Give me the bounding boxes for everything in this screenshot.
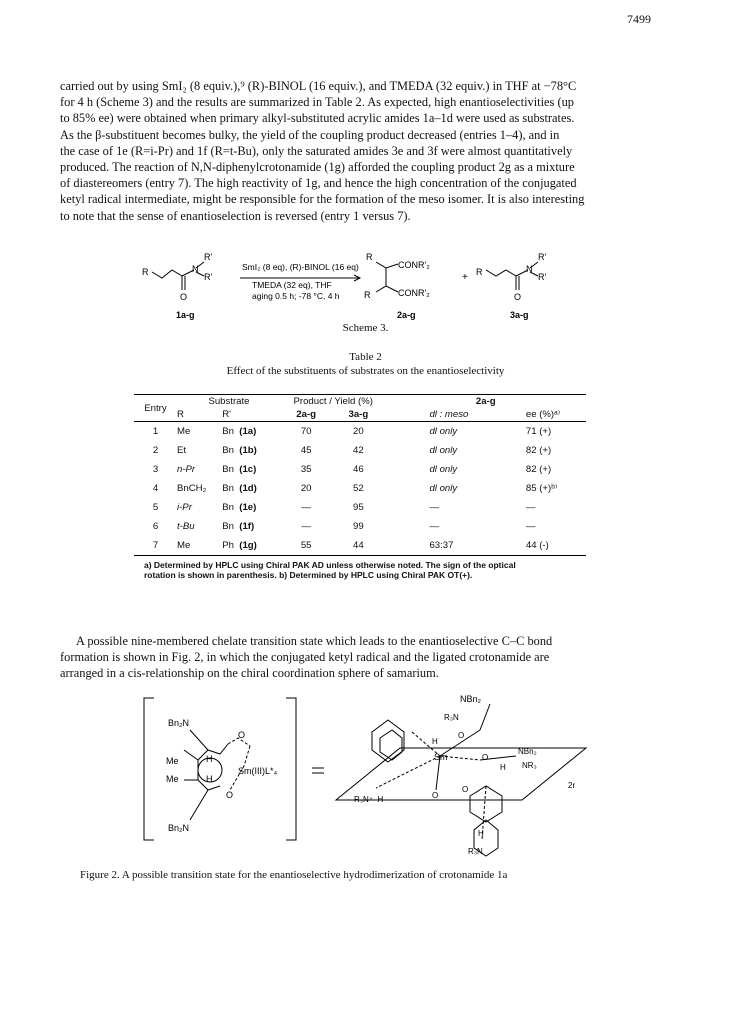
- footnote-line: rotation is shown in parenthesis. b) Determined by HPLC using Chiral PAK OT(+).: [144, 570, 473, 580]
- col-header-rprime: R': [222, 409, 231, 420]
- text-line: for 4 h (Scheme 3) and the results are summarized in Table 2. As expected, high enantioselectivities (up: [60, 95, 574, 110]
- cell-entry: 6: [152, 521, 159, 532]
- text-line: arranged in a cis-relationship on the chiral coordination sphere of samarium.: [60, 666, 439, 681]
- cell-dl-meso: —: [429, 502, 440, 513]
- results-table: [134, 394, 586, 580]
- nr3-label: NR₃: [522, 761, 537, 770]
- cell-r: Me: [176, 540, 191, 551]
- cell-dl-meso: dl only: [429, 426, 458, 437]
- group-label: CONR'₂: [398, 288, 430, 298]
- compound-label-1: 1a-g: [176, 310, 195, 320]
- atom-rprime-label: R': [538, 272, 547, 282]
- body-paragraph-1: [60, 78, 672, 224]
- cell-compound-id: (1a): [239, 426, 257, 437]
- atom-n-label: N: [526, 264, 533, 274]
- text-line: the case of 1e (R=i-Pr) and 1f (R=t-Bu), only the saturated amides 3e and 3f were almost quantitatively: [60, 143, 573, 158]
- page-number: 7499: [627, 12, 651, 26]
- atom-rprime-label: R': [204, 252, 213, 262]
- cell-yield-2: 45: [300, 445, 312, 456]
- cell-compound-id: (1b): [239, 445, 257, 456]
- table-row: [134, 517, 586, 536]
- cell-dl-meso: dl only: [429, 483, 458, 494]
- cell-entry: 5: [152, 502, 159, 513]
- o-label: O: [462, 785, 469, 794]
- col-header-entry: Entry: [144, 402, 167, 414]
- r3n-label: R₃N: [468, 847, 483, 856]
- cell-yield-3: 46: [353, 464, 364, 475]
- cell-rprime-value: Bn: [222, 521, 234, 532]
- cell-r: Et: [176, 445, 187, 456]
- cell-yield-3: 44: [353, 540, 364, 551]
- cell-yield-3: 42: [353, 445, 364, 456]
- cell-ee: —: [525, 521, 536, 532]
- atom-rprime-label: R': [538, 252, 547, 262]
- cell-entry: 4: [152, 483, 159, 494]
- h-label: H: [432, 737, 438, 746]
- text-line: to note that the sense of enantioselection is reversed (entry 1 versus 7).: [60, 208, 411, 223]
- text-line: carried out by using SmI₂ (8 equiv.),⁹ (R)-BINOL (16 equiv.), and TMEDA (32 equiv.) in THF at −78°C: [60, 79, 577, 93]
- o-label: O: [226, 790, 234, 800]
- scheme-3-diagram: [130, 250, 600, 322]
- cell-r: t-Bu: [176, 521, 195, 532]
- col-header-ee: ee (%)ᵃ⁾: [525, 409, 561, 420]
- cell-rprime: [222, 460, 281, 479]
- cell-r: Me: [176, 426, 191, 437]
- col-header-3ag: 3a-g: [348, 409, 369, 420]
- cell-yield-2: 20: [300, 483, 312, 494]
- cell-r: i-Pr: [176, 502, 192, 513]
- table-row: [134, 536, 586, 556]
- col-header-2ag: 2a-g: [296, 409, 317, 420]
- sm-ligand-label: Sm(III)L*₄: [238, 766, 278, 776]
- o-label: O: [458, 731, 465, 740]
- cell-ee: 44 (-): [525, 540, 549, 551]
- table-row: [134, 479, 586, 498]
- text-line: of diastereomers (entry 7). The high reactivity of 1g, and hence the high concentration of the conjugated: [60, 176, 577, 191]
- cell-yield-2: —: [301, 502, 311, 513]
- atom-rprime-label: R': [204, 272, 213, 282]
- cell-rprime-value: Bn: [222, 502, 234, 513]
- cell-dl-meso: 63:37: [429, 540, 454, 551]
- nbn2-label: NBn₂: [518, 747, 537, 756]
- r3nh-label: R₃N⁺–H: [354, 795, 384, 804]
- cell-yield-3: 99: [353, 521, 364, 532]
- table-row: [134, 498, 586, 517]
- col-header-substrate: Substrate: [208, 396, 250, 407]
- table-row: [134, 441, 586, 460]
- cell-dl-meso: dl only: [429, 445, 458, 456]
- col-header-2ag-group: 2a-g: [475, 396, 496, 407]
- sm-label: Sm: [434, 752, 448, 762]
- reagent-text: TMEDA (32 eq), THF: [252, 280, 332, 290]
- compound-label-2: 2a-g: [397, 310, 416, 320]
- h-label: H: [500, 763, 506, 772]
- col-header-dl-meso: dl : meso: [429, 409, 469, 420]
- cell-rprime-value: Bn: [222, 445, 234, 456]
- o-label: O: [482, 753, 489, 762]
- me-label: Me: [166, 756, 179, 766]
- cell-dl-meso: —: [429, 521, 440, 532]
- col-header-r: R: [176, 409, 184, 420]
- o-label: O: [432, 791, 439, 800]
- cell-compound-id: (1d): [239, 483, 257, 494]
- group-label: CONR'₂: [398, 260, 430, 270]
- cell-r: n-Pr: [176, 464, 196, 475]
- bn2n-label: Bn₂N: [168, 718, 190, 728]
- cell-yield-3: 52: [353, 483, 364, 494]
- h-label: H: [206, 774, 213, 784]
- footnote-line: a) Determined by HPLC using Chiral PAK AD unless otherwise noted. The sign of the optical: [144, 560, 516, 570]
- cell-rprime: [222, 422, 281, 442]
- h-label: H: [478, 829, 484, 838]
- text-line: to 85% ee) were obtained when primary alkyl-substituted acrylic amides 1a–1d were used as substrates.: [60, 111, 575, 126]
- cell-yield-3: 20: [353, 426, 364, 437]
- atom-r-label: R: [366, 252, 373, 262]
- cell-ee: —: [525, 502, 536, 513]
- transition-state-figure: [140, 690, 600, 865]
- cell-rprime: [222, 441, 281, 460]
- scheme-caption: Scheme 3.: [342, 322, 389, 334]
- atom-o-label: O: [514, 292, 522, 302]
- r3n-label: R₃N: [444, 713, 459, 722]
- cell-entry: 1: [152, 426, 159, 437]
- cell-rprime: [222, 498, 281, 517]
- cell-rprime-value: Ph: [222, 540, 234, 551]
- table-row: [134, 422, 586, 442]
- cell-entry: 7: [152, 540, 159, 551]
- cell-yield-2: 70: [300, 426, 312, 437]
- cell-entry: 2: [152, 445, 159, 456]
- o-label: O: [238, 730, 246, 740]
- reagent-text: aging 0.5 h; -78 °C, 4 h: [252, 291, 340, 301]
- cell-rprime-value: Bn: [222, 464, 234, 475]
- cell-rprime: [222, 517, 281, 536]
- atom-o-label: O: [180, 292, 188, 302]
- cell-entry: 3: [152, 464, 159, 475]
- plus-sign: +: [462, 272, 468, 283]
- cell-compound-id: (1e): [239, 502, 257, 513]
- cell-ee: 82 (+): [525, 445, 552, 456]
- cell-rprime-value: Bn: [222, 426, 234, 437]
- cell-compound-id: (1f): [239, 521, 255, 532]
- cell-dl-meso: dl only: [429, 464, 458, 475]
- reagent-text: SmI₂ (8 eq), (R)-BINOL (16 eq): [242, 262, 359, 272]
- cell-r: BnCH₂: [176, 483, 207, 494]
- cell-compound-id: (1c): [239, 464, 257, 475]
- col-header-product-yield: Product / Yield (%): [293, 396, 373, 407]
- nbn2-label: NBn₂: [460, 694, 482, 704]
- charge-label: 2r: [568, 781, 576, 790]
- text-line: ketyl radical intermediate, might be responsible for the formation of the meso isomer. It is also interesting: [60, 192, 585, 207]
- text-line: A possible nine-membered chelate transition state which leads to the enantioselective C–C bond: [76, 634, 553, 648]
- compound-label-3: 3a-g: [510, 310, 529, 320]
- cell-rprime: [222, 536, 281, 556]
- atom-n-label: N: [192, 264, 199, 274]
- cell-compound-id: (1g): [239, 540, 257, 551]
- figure-caption: Figure 2. A possible transition state for the enantioselective hydrodimerization of crotonamide 1a: [80, 869, 508, 881]
- body-paragraph-2: [60, 633, 672, 682]
- cell-yield-2: 35: [300, 464, 312, 475]
- text-line: produced. The reaction of N,N-diphenylcrotonamide (1g) afforded the coupling product 2g as a mixture: [60, 160, 575, 175]
- bn2n-label: Bn₂N: [168, 823, 190, 833]
- table-row: [134, 460, 586, 479]
- table-footnotes: [134, 560, 586, 580]
- text-line: As the β-substituent becomes bulky, the yield of the coupling product decreased (entries 1–4), and in: [60, 127, 560, 142]
- cell-yield-3: 95: [353, 502, 364, 513]
- cell-yield-2: 55: [300, 540, 312, 551]
- cell-ee: 71 (+): [525, 426, 552, 437]
- atom-r-label: R: [364, 290, 371, 300]
- cell-ee: 82 (+): [525, 464, 552, 475]
- table-title: Table 2: [349, 351, 382, 363]
- text-line: formation is shown in Fig. 2, in which the conjugated ketyl radical and the ligated crotonamide are: [60, 650, 550, 665]
- table-subtitle: Effect of the substituents of substrates on the enantioselectivity: [226, 365, 505, 377]
- atom-r-label: R: [142, 267, 149, 277]
- atom-r-label: R: [476, 267, 483, 277]
- cell-yield-2: —: [301, 521, 311, 532]
- me-label: Me: [166, 774, 179, 784]
- h-label: H: [206, 754, 213, 764]
- cell-ee: 85 (+)ᵇ⁾: [525, 483, 558, 494]
- cell-rprime-value: Bn: [222, 483, 234, 494]
- cell-rprime: [222, 479, 281, 498]
